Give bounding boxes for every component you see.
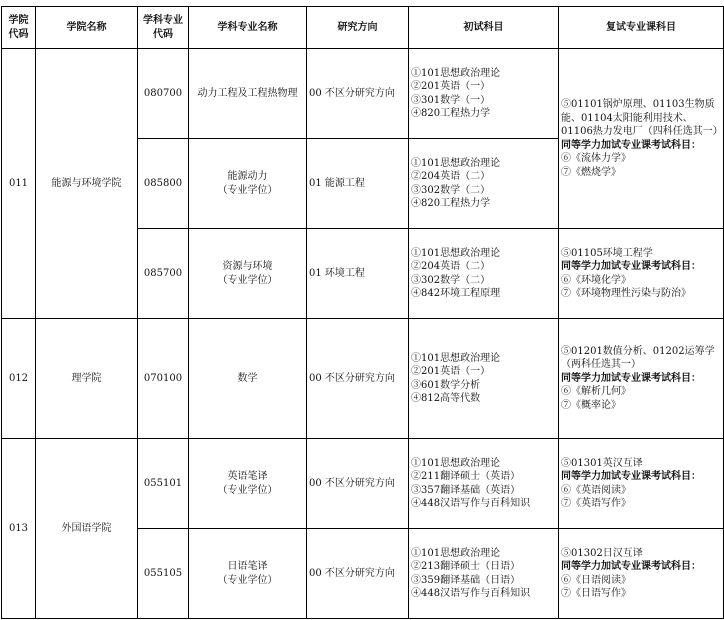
subject-item: ①101思想政治理论	[411, 67, 501, 79]
initial-subjects	[409, 529, 559, 619]
subject-item: ④812高等代数	[411, 393, 481, 404]
subject-item: ②201英语（一）	[411, 81, 491, 92]
research-direction: 01 能源工程	[307, 139, 409, 229]
subject-item: ②213翻译硕士（日语）	[411, 561, 521, 572]
research-direction: 00 不区分研究方向	[307, 319, 409, 439]
initial-subjects	[409, 319, 559, 439]
retest-subjects	[559, 439, 724, 529]
college-name: 能源与环境学院	[36, 49, 138, 319]
research-direction: 00 不区分研究方向	[307, 439, 409, 529]
retest-main: ⑤01101锅炉原理、01103生物质能、01104太阳能利用技术、01106热力发电厂（四科任选其一）	[561, 99, 723, 137]
retest-extra-item: ⑦《英语写作》	[561, 498, 631, 509]
retest-extra-item: ⑥《日语阅读》	[561, 574, 631, 586]
header-direction: 研究方向	[307, 7, 409, 49]
major-name	[189, 229, 307, 319]
subject-item: ③302数学（二）	[411, 184, 491, 196]
subject-item: ①101思想政治理论	[411, 547, 501, 559]
research-direction: 00 不区分研究方向	[307, 529, 409, 619]
major-name	[189, 439, 307, 529]
table-row	[2, 439, 724, 529]
retest-extra-item: ⑥《英语阅读》	[561, 484, 631, 496]
research-direction: 01 环境工程	[307, 229, 409, 319]
major-name-sub: （专业学位）	[217, 484, 278, 496]
retest-extra-item: ⑦《环境物理性污染与防治》	[561, 288, 691, 299]
subject-item: ③601数学分析	[411, 379, 481, 391]
major-name	[189, 319, 307, 439]
subject-item: ④820工程热力学	[411, 198, 491, 209]
header-college-code: 学院代码	[2, 7, 36, 49]
header-retest-subjects: 复试专业课科目	[559, 7, 724, 49]
retest-extra-label: 同等学力加试专业课考试科目：	[561, 471, 701, 482]
subject-item: ②204英语（二）	[411, 261, 491, 272]
college-name: 外国语学院	[36, 439, 138, 619]
major-name-main: 英语笔译	[227, 471, 268, 482]
research-direction: 00 不区分研究方向	[307, 49, 409, 139]
retest-extra-label: 同等学力加试专业课考试科目：	[561, 372, 701, 384]
major-code: 085700	[138, 229, 189, 319]
major-code: 055101	[138, 439, 189, 529]
retest-subjects	[559, 229, 724, 319]
header-initial-subjects: 初试科目	[409, 7, 559, 49]
initial-subjects	[409, 49, 559, 139]
subject-item: ③302数学（二）	[411, 274, 491, 286]
subject-item: ④820工程热力学	[411, 108, 491, 119]
retest-main: ⑤01301英汉互译	[561, 457, 643, 469]
header-row	[2, 7, 724, 49]
major-code: 070100	[138, 319, 189, 439]
major-name-main: 数学	[237, 372, 258, 384]
college-code: 013	[2, 439, 36, 619]
subject-item: ①101思想政治理论	[411, 247, 501, 259]
college-name: 理学院	[36, 319, 138, 439]
subject-item: ④448汉语写作与百科知识	[411, 588, 531, 599]
subject-item: ①101思想政治理论	[411, 157, 501, 169]
table-row	[2, 49, 724, 139]
major-name-main: 能源动力	[227, 171, 268, 182]
retest-main: ⑤01302日汉互译	[561, 547, 643, 559]
retest-extra-item: ⑦《日语写作》	[561, 588, 631, 599]
subject-item: ④448汉语写作与百科知识	[411, 498, 531, 509]
initial-subjects	[409, 229, 559, 319]
subject-item: ④842环境工程原理	[411, 288, 501, 299]
major-name-main: 动力工程及工程热物理	[197, 87, 298, 99]
retest-main: ⑤01105环境工程学	[561, 247, 653, 259]
major-code: 085800	[138, 139, 189, 229]
retest-subjects	[559, 319, 724, 439]
header-major-name: 学科专业名称	[189, 7, 307, 49]
initial-subjects	[409, 139, 559, 229]
retest-subjects	[559, 529, 724, 619]
header-college-name: 学院名称	[36, 7, 138, 49]
subject-item: ②201英语（一）	[411, 366, 491, 377]
subject-item: ①101思想政治理论	[411, 457, 501, 469]
retest-extra-item: ⑥《环境化学》	[561, 274, 631, 286]
admission-table	[1, 6, 724, 619]
subject-item: ①101思想政治理论	[411, 352, 501, 364]
header-major-code: 学科专业代码	[138, 7, 189, 49]
retest-extra-item: ⑦《概率论》	[561, 399, 621, 411]
subject-item: ②204英语（二）	[411, 171, 491, 182]
retest-extra-label: 同等学力加试专业课考试科目：	[561, 561, 701, 572]
major-name	[189, 49, 307, 139]
major-code: 055105	[138, 529, 189, 619]
major-name-sub: （专业学位）	[217, 184, 278, 196]
subject-item: ③359翻译基础（日语）	[411, 574, 521, 586]
initial-subjects	[409, 439, 559, 529]
college-code: 012	[2, 319, 36, 439]
major-name	[189, 529, 307, 619]
major-name-sub: （专业学位）	[217, 274, 278, 286]
major-code: 080700	[138, 49, 189, 139]
major-name	[189, 139, 307, 229]
retest-extra-label: 同等学力加试专业课考试科目：	[561, 261, 701, 272]
retest-extra-item: ⑥《解析几何》	[561, 386, 631, 398]
retest-extra-label: 同等学力加试专业课考试科目：	[561, 139, 701, 151]
college-code: 011	[2, 49, 36, 319]
subject-item: ③357翻译基础（英语）	[411, 484, 521, 496]
subject-item: ②211翻译硕士（英语）	[411, 471, 521, 482]
retest-extra-item: ⑦《燃烧学》	[561, 166, 621, 178]
major-name-main: 日语笔译	[227, 561, 268, 572]
retest-main: ⑤01201数值分析、01202运筹学（两科任选其一）	[561, 345, 715, 371]
retest-subjects	[559, 49, 724, 229]
table-row	[2, 319, 724, 439]
major-name-sub: （专业学位）	[217, 574, 278, 586]
subject-item: ③301数学（一）	[411, 94, 491, 106]
retest-extra-item: ⑥《流体力学》	[561, 153, 631, 164]
major-name-main: 资源与环境	[222, 261, 273, 272]
